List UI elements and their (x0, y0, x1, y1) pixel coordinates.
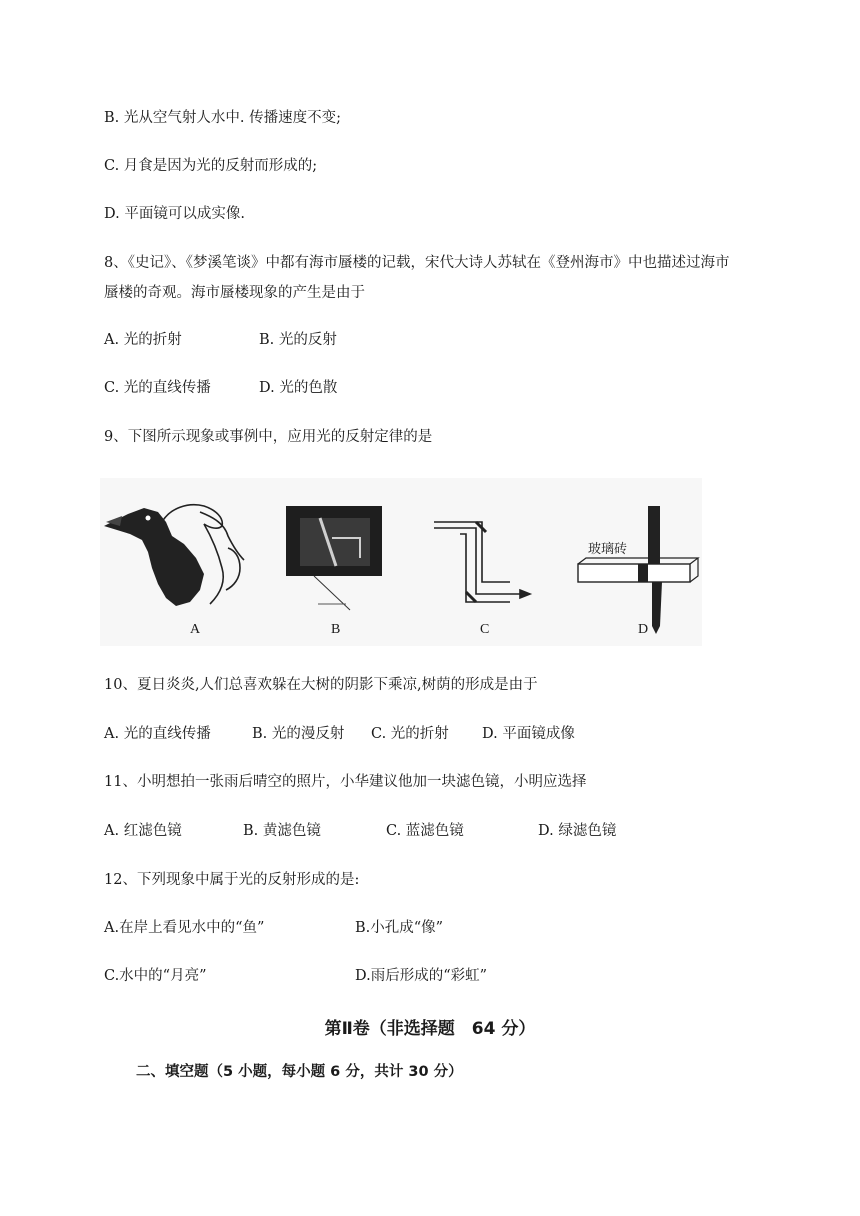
q7-option-b: B. 光从空气射人水中. 传播速度不变; (104, 110, 341, 126)
glass-brick-label: 玻璃砖 (588, 542, 628, 557)
q8-stem-line1: 8、《史记》、《梦溪笔谈》中都有海市蜃楼的记载，宋代大诗人苏轼在《登州海市》中也描述过海市 (104, 255, 730, 271)
q9-figure-drawing (100, 478, 702, 646)
q12-stem: 12、下列现象中属于光的反射形成的是: (104, 872, 360, 888)
figure-label-c: C (480, 622, 490, 637)
q11-option-c: C. 蓝滤色镜 (386, 823, 464, 839)
q8-option-b: B. 光的反射 (259, 332, 337, 348)
figure-label-d: D (638, 622, 649, 637)
section-title: 第Ⅱ卷（非选择题 64 分） (324, 1019, 536, 1039)
figure-c-periscope (434, 522, 530, 602)
q12-option-d: D.雨后形成的“彩虹” (355, 968, 488, 984)
q12-option-c: C.水中的“月亮” (104, 968, 207, 984)
q10-option-c: C. 光的折射 (371, 726, 449, 742)
q8-option-d: D. 光的色散 (259, 380, 338, 396)
q10-option-d: D. 平面镜成像 (482, 726, 575, 742)
q12-option-b: B.小孔成“像” (355, 920, 444, 936)
q7-option-d: D. 平面镜可以成实像. (104, 206, 245, 222)
q12-option-a: A.在岸上看见水中的“鱼” (104, 920, 265, 936)
figure-a-hand-shadow (104, 508, 204, 606)
q9-figure (100, 478, 702, 646)
q9-stem: 9、下图所示现象或事例中，应用光的反射定律的是 (104, 429, 433, 445)
q11-option-d: D. 绿滤色镜 (538, 823, 617, 839)
q10-stem: 10、夏日炎炎,人们总喜欢躲在大树的阴影下乘凉,树荫的形成是由于 (104, 677, 538, 693)
subsection-title: 二、填空题（5 小题，每小题 6 分，共计 30 分） (136, 1064, 463, 1080)
q7-option-c: C. 月食是因为光的反射而形成的; (104, 158, 318, 174)
q11-option-a: A. 红滤色镜 (104, 823, 182, 839)
q8-option-a: A. 光的折射 (104, 332, 182, 348)
q8-option-c: C. 光的直线传播 (104, 380, 211, 396)
q10-option-b: B. 光的漫反射 (252, 726, 345, 742)
q8-stem-line2: 蜃楼的奇观。海市蜃楼现象的产生是由于 (104, 285, 365, 301)
figure-d-glass-brick (578, 506, 698, 634)
figure-b-window (286, 506, 382, 610)
q11-stem: 11、小明想拍一张雨后晴空的照片，小华建议他加一块滤色镜，小明应选择 (104, 774, 587, 790)
q10-option-a: A. 光的直线传播 (104, 726, 211, 742)
q11-option-b: B. 黄滤色镜 (243, 823, 321, 839)
figure-label-a: A (190, 622, 201, 637)
figure-label-b: B (331, 622, 341, 637)
